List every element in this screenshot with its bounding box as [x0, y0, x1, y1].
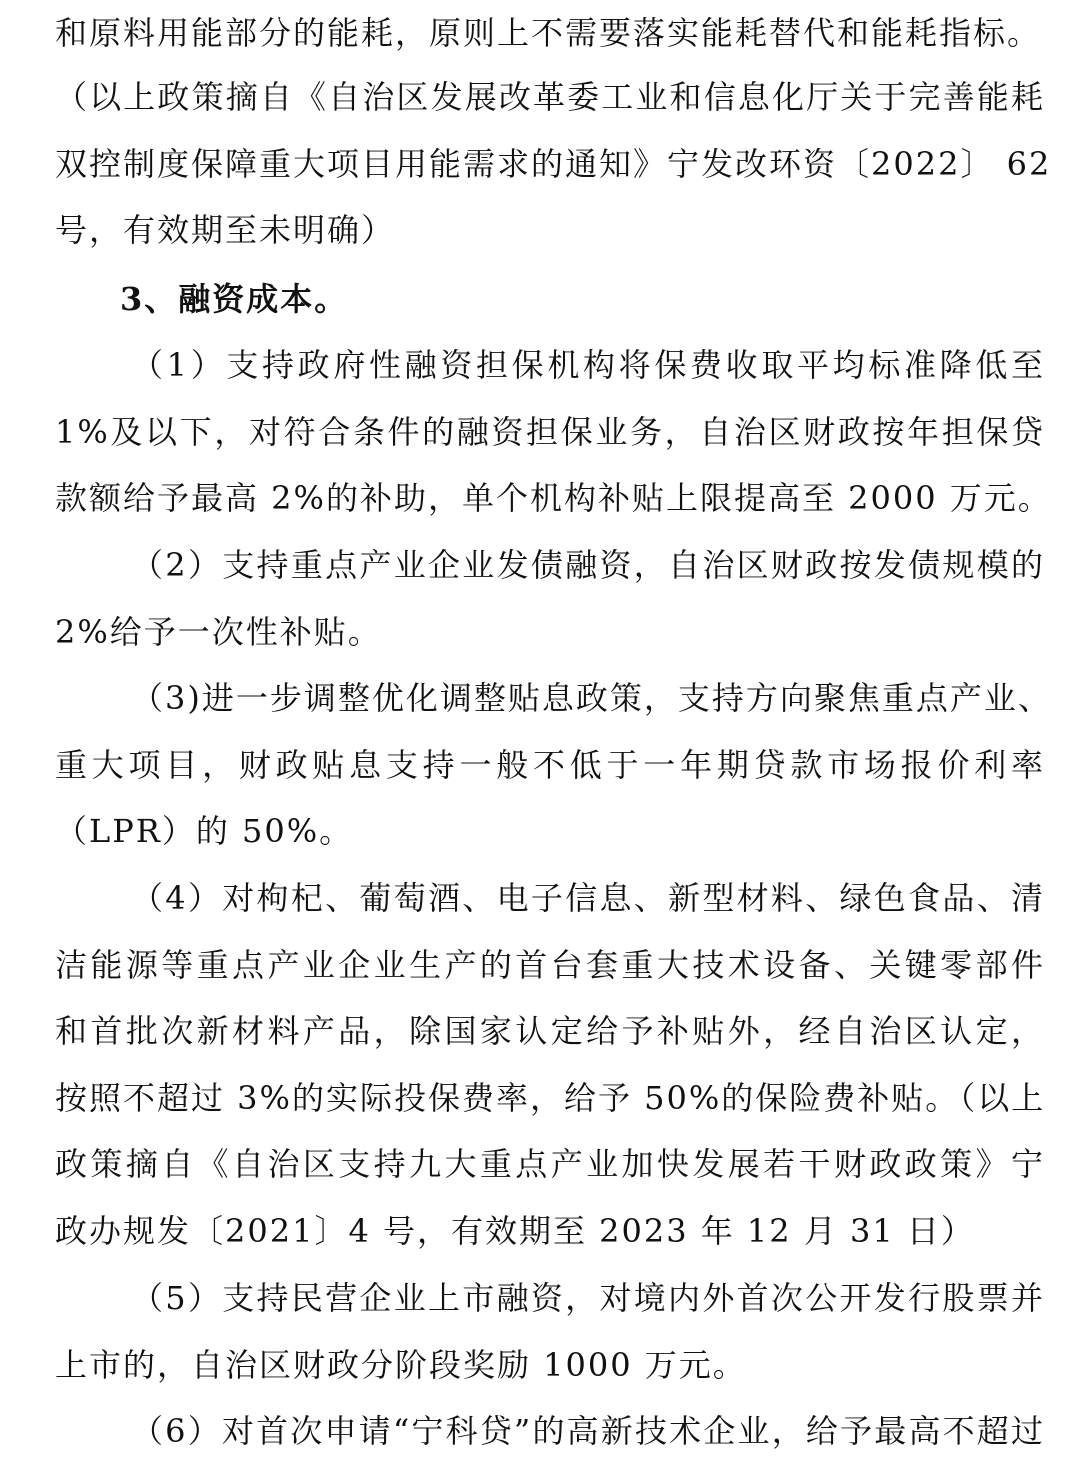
text-line: （LPR）的 50%。 [55, 812, 354, 850]
paragraph-item-4-insurance-subsidy [55, 865, 1045, 1264]
text-line: 和原料用能部分的能耗，原则上不需要落实能耗替代和能耗指标。 [55, 14, 1042, 52]
text-line: （5）支持民营企业上市融资，对境内外首次公开发行股票并 [131, 1279, 1045, 1317]
text-line: 按照不超过 3%的实际投保费率，给予 50%的保险费补贴。（以上 [55, 1078, 1046, 1117]
text-line: 洁能源等重点产业企业生产的首台套重大技术设备、关键零部件 [55, 945, 1045, 984]
text-line: 款额给予最高 2%的补助，单个机构补贴上限提高至 2000 万元。 [55, 479, 1052, 517]
paragraph-item-6-ningke-loan [55, 1398, 1045, 1465]
text-line: 双控制度保障重大项目用能需求的通知》宁发改环资〔2022〕 62 [55, 144, 1052, 183]
text-line: 上市的，自治区财政分阶段奖励 1000 万元。 [55, 1345, 747, 1384]
text-line: （4）对枸杞、葡萄酒、电子信息、新型材料、绿色食品、清 [131, 879, 1045, 917]
text-line: （2）支持重点产业企业发债融资，自治区财政按发债规模的 [131, 546, 1045, 584]
paragraph-item-3-interest-subsidy [55, 665, 1052, 865]
text-line: （6）对首次申请“宁科贷”的高新技术企业，给予最高不超过 [131, 1412, 1045, 1450]
text-line: 2%给予一次性补贴。 [55, 612, 382, 651]
text-line: 和首批次新材料产品，除国家认定给予补贴外，经自治区认定， [55, 1012, 1045, 1050]
text-line: （1）支持政府性融资担保机构将保费收取平均标准降低至 [131, 346, 1045, 384]
section-heading-financing-cost: 3、融资成本。 [120, 280, 349, 318]
paragraph-item-1-guarantee [55, 332, 1052, 532]
paragraph-energy-consumption-end [55, 0, 1045, 67]
text-line: 政办规发〔2021〕4 号，有效期至 2023 年 12 月 31 日） [55, 1211, 975, 1250]
paragraph-item-5-listing-reward [55, 1265, 1045, 1398]
text-line: 号，有效期至未明确） [55, 211, 396, 249]
text-line: （以上政策摘自《自治区发展改革委工业和信息化厅关于完善能耗 [55, 78, 1045, 116]
text-line: （3)进一步调整优化调整贴息政策，支持方向聚焦重点产业、 [131, 679, 1052, 717]
paragraph-item-2-bond-financing [55, 532, 1045, 665]
text-line: 1%及以下，对符合条件的融资担保业务，自治区财政按年担保贷 [55, 412, 1045, 451]
text-line: 政策摘自《自治区支持九大重点产业加快发展若干财政政策》宁 [55, 1145, 1045, 1183]
text-line: 重大项目，财政贴息支持一般不低于一年期贷款市场报价利率 [55, 745, 1045, 784]
paragraph-policy-source-energy [55, 64, 1052, 264]
